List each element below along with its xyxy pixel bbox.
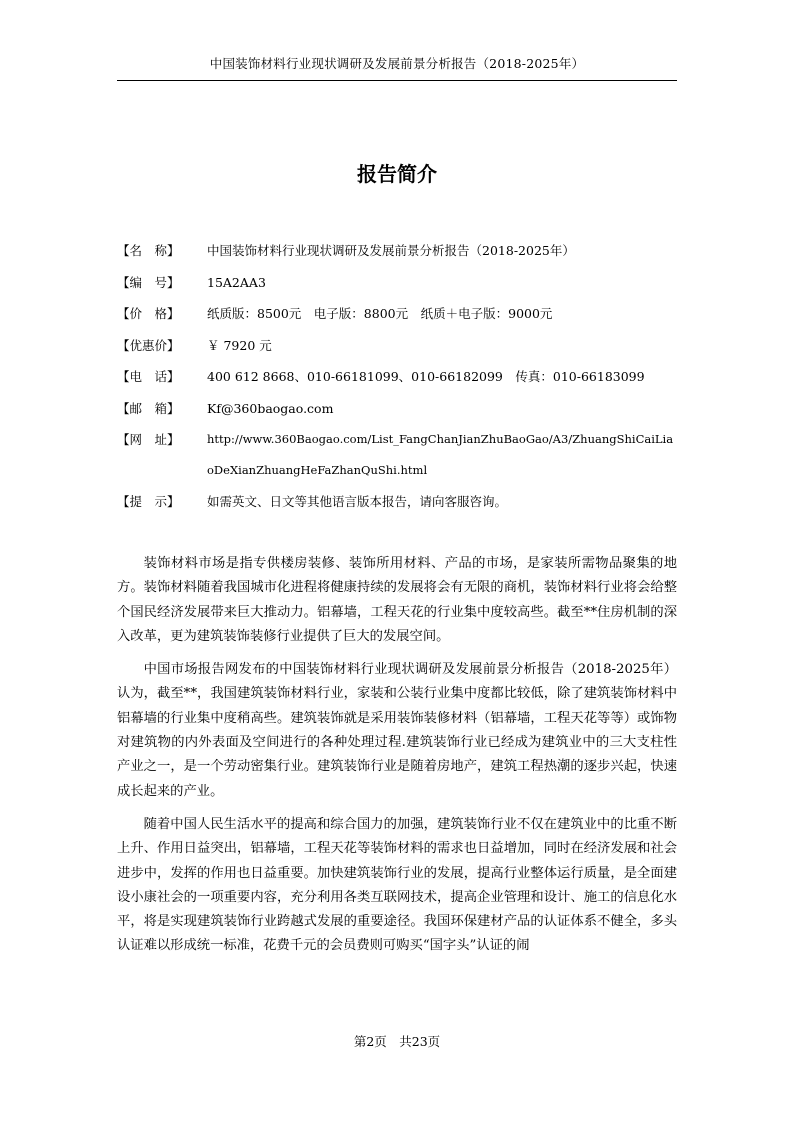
report-body [117, 552, 677, 968]
info-row-discount [117, 330, 677, 362]
website-link[interactable]: http://www.360Baogao.com/List_FangChanJianZhuBaoGao/A3/ZhuangShiCaiLiaoDeXianZhuangHeFaZhanQuShi.html [207, 432, 674, 477]
header-rule [117, 80, 677, 81]
body-paragraph: 装饰材料市场是指专供楼房装修、装饰所用材料、产品的市场，是家装所需物品聚集的地方。装饰材料随着我国城市化进程将健康持续的发展将会有无限的商机，装饰材料行业将会给整个国民经济发展带来巨大推动力。铝幕墙，工程天花的行业集中度较高些。截至**住房机制的深入改革，更为建筑装饰装修行业提供了巨大的发展空间。 [117, 556, 677, 644]
info-label: 【网 址】 [117, 432, 180, 447]
info-row-website [117, 424, 677, 486]
info-label: 【优惠价】 [117, 337, 180, 353]
info-value: 400 612 8668、010-66181099、010-66182099 传真：010-66183099 [207, 369, 645, 384]
body-paragraph: 中国市场报告网发布的中国装饰材料行业现状调研及发展前景分析报告（2018-2025年）认为，截至**，我国建筑装饰材料行业，家装和公装行业集中度都比较低，除了建筑装饰材料中铝幕墙的行业集中度稍高些。建筑装饰就是采用装饰装修材料（铝幕墙，工程天花等等）或饰物对建筑物的内外表面及空间进行的各种处理过程.建筑装饰行业已经成为建筑业中的三大支柱性产业之一，是一个劳动密集行业。建筑装饰行业是随着房地产，建筑工程热潮的逐步兴起，快速成长起来的产业。 [117, 662, 677, 799]
info-value: 15A2AA3 [207, 274, 266, 290]
info-row-email [117, 393, 677, 425]
info-value: 纸质版：8500元 电子版：8800元 纸质＋电子版：9000元 [207, 306, 553, 321]
info-row-code [117, 267, 677, 299]
info-label: 【编 号】 [117, 274, 180, 290]
section-title: 报告简介 [357, 162, 437, 186]
info-value: ￥ 7920 元 [207, 337, 272, 353]
info-row-phone [117, 361, 677, 393]
info-value: 如需英文、日文等其他语言版本报告，请向客服咨询。 [207, 494, 508, 509]
report-info-list [117, 235, 677, 518]
info-value: 中国装饰材料行业现状调研及发展前景分析报告（2018-2025年） [207, 243, 575, 258]
email-link[interactable]: Kf@360baogao.com [207, 400, 334, 416]
info-row-price [117, 298, 677, 330]
body-paragraph: 随着中国人民生活水平的提高和综合国力的加强，建筑装饰行业不仅在建筑业中的比重不断上升、作用日益突出，铝幕墙，工程天花等装饰材料的需求也日益增加，同时在经济发展和社会进步中，发挥的作用也日益重要。加快建筑装饰行业的发展，提高行业整体运行质量，是全面建设小康社会的一项重要内容，充分利用各类互联网技术，提高企业管理和设计、施工的信息化水平，将是实现建筑装饰行业跨越式发展的重要途径。我国环保建材产品的认证体系不健全，多头认证难以形成统一标准，花费千元的会员费则可购买“国字头”认证的闹 [117, 816, 677, 954]
running-header: 中国装饰材料行业现状调研及发展前景分析报告（2018-2025年） [209, 56, 585, 71]
info-label: 【电 话】 [117, 369, 180, 384]
info-label: 【价 格】 [117, 306, 180, 321]
info-label: 【邮 箱】 [117, 400, 180, 416]
info-row-note [117, 486, 677, 518]
info-label: 【名 称】 [117, 243, 180, 258]
info-row-name [117, 235, 677, 267]
page-number: 第2页 共23页 [353, 1034, 441, 1049]
info-label: 【提 示】 [117, 494, 180, 509]
